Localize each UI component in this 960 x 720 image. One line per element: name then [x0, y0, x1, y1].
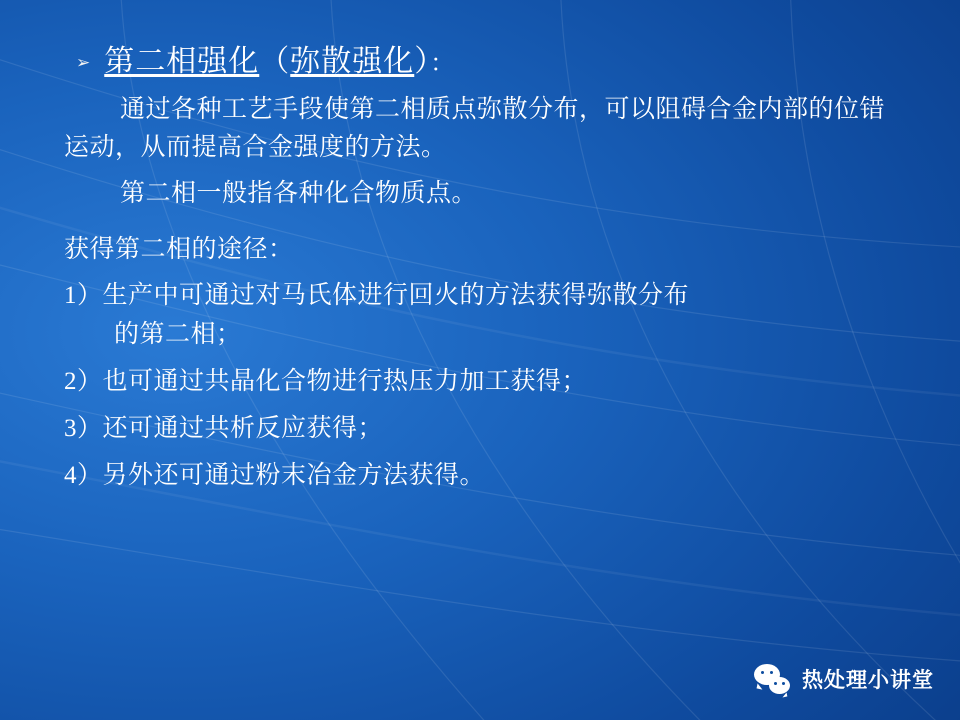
heading-underlined-term-1: 第二相强化	[104, 45, 260, 78]
arrow-bullet-icon: ➢	[76, 53, 91, 72]
list-item	[64, 362, 904, 401]
list-item-marker: 3）	[64, 415, 103, 442]
list-item	[64, 409, 904, 448]
paragraph-1: 通过各种工艺手段使第二相质点弥散分布，可以阻碍合金内部的位错运动，从而提高合金强度的方法。	[64, 95, 886, 161]
heading-paren-open: （	[259, 45, 291, 78]
list-item-text: 另外还可通过粉末冶金方法获得。	[102, 462, 486, 489]
list-item-marker: 1）	[64, 282, 103, 309]
paragraph-2: 第二相一般指各种化合物质点。	[120, 179, 478, 207]
sub-heading: 获得第二相的途径：	[64, 235, 294, 263]
numbered-list	[64, 276, 904, 495]
heading-colon: ：	[430, 51, 456, 77]
list-item-text: 也可通过共晶化合物进行热压力加工获得；	[102, 368, 588, 395]
list-item-text: 还可通过共析反应获得；	[102, 415, 384, 442]
list-item-text: 生产中可通过对马氏体进行回火的方法获得弥散分布	[102, 282, 690, 309]
heading-row	[76, 42, 904, 83]
heading-underlined-term-2: 弥散强化	[290, 45, 415, 78]
page-title	[104, 42, 455, 83]
wechat-icon	[754, 664, 790, 694]
list-item-marker: 2）	[64, 368, 103, 395]
footer-watermark	[754, 664, 934, 694]
list-item-marker: 4）	[64, 462, 103, 489]
footer-label: 热处理小讲堂	[802, 669, 934, 692]
list-item-continuation: 的第二相；	[114, 321, 242, 348]
heading-paren-close: ）	[414, 45, 431, 78]
list-item	[64, 456, 904, 495]
list-item	[64, 276, 904, 354]
